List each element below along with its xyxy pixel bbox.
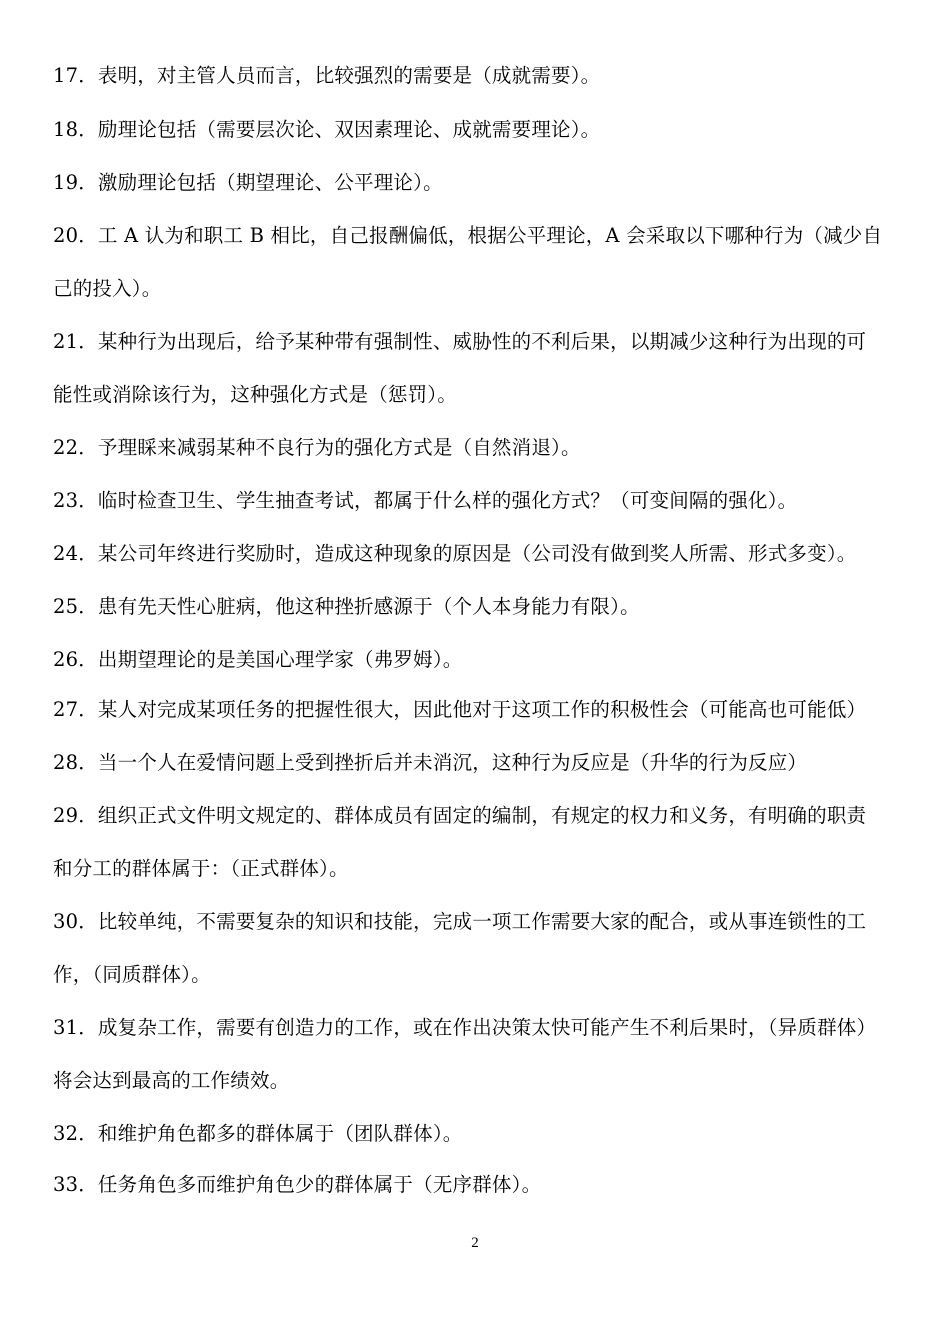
- text-line: 17．表明，对主管人员而言，比较强烈的需要是（成就需要）。: [53, 64, 601, 87]
- text-line: 30．比较单纯，不需要复杂的知识和技能，完成一项工作需要大家的配合，或从事连锁性的工: [53, 910, 867, 933]
- text-line: 23．临时检查卫生、学生抽查考试，都属于什么样的强化方式？（可变间隔的强化）。: [53, 489, 798, 512]
- text-line: 31．成复杂工作，需要有创造力的工作，或在作出决策太快可能产生不利后果时，（异质群体）: [53, 1016, 877, 1039]
- text-line: 18．励理论包括（需要层次论、双因素理论、成就需要理论）。: [53, 118, 601, 141]
- text-line: 作，（同质群体）。: [53, 963, 211, 986]
- text-line: 己的投入）。: [53, 277, 162, 300]
- text-line: 和分工的群体属于：（正式群体）。: [53, 857, 349, 880]
- text-line: 能性或消除该行为，这种强化方式是（惩罚）。: [53, 383, 457, 406]
- text-line: 26．出期望理论的是美国心理学家（弗罗姆）。: [53, 648, 463, 671]
- text-line: 将会达到最高的工作绩效。: [53, 1069, 290, 1092]
- text-line: 29．组织正式文件明文规定的、群体成员有固定的编制，有规定的权力和义务，有明确的职责: [53, 804, 867, 827]
- text-line: 22．予理睬来减弱某种不良行为的强化方式是（自然消退）。: [53, 436, 581, 459]
- text-line: 20．工 A 认为和职工 B 相比，自己报酬偏低，根据公平理论，A 会采取以下哪种行为（减少自: [53, 224, 883, 247]
- text-line: 32．和维护角色都多的群体属于（团队群体）。: [53, 1122, 463, 1145]
- text-line: 27．某人对完成某项任务的把握性很大，因此他对于这项工作的积极性会（可能高也可能低）: [53, 698, 867, 721]
- text-line: 25．患有先天性心脏病，他这种挫折感源于（个人本身能力有限）。: [53, 595, 640, 618]
- text-line: 33．任务角色多而维护角色少的群体属于（无序群体）。: [53, 1173, 542, 1196]
- text-line: 28．当一个人在爱情问题上受到挫折后并未消沉，这种行为反应是（升华的行为反应）: [53, 751, 808, 774]
- text-line: 24．某公司年终进行奖励时，造成这种现象的原因是（公司没有做到奖人所需、形式多变）。: [53, 542, 857, 565]
- text-line: 19．激励理论包括（期望理论、公平理论）。: [53, 171, 443, 194]
- text-line: 21．某种行为出现后，给予某种带有强制性、威胁性的不利后果，以期减少这种行为出现的可: [53, 330, 867, 353]
- page-number: 2: [471, 1235, 479, 1251]
